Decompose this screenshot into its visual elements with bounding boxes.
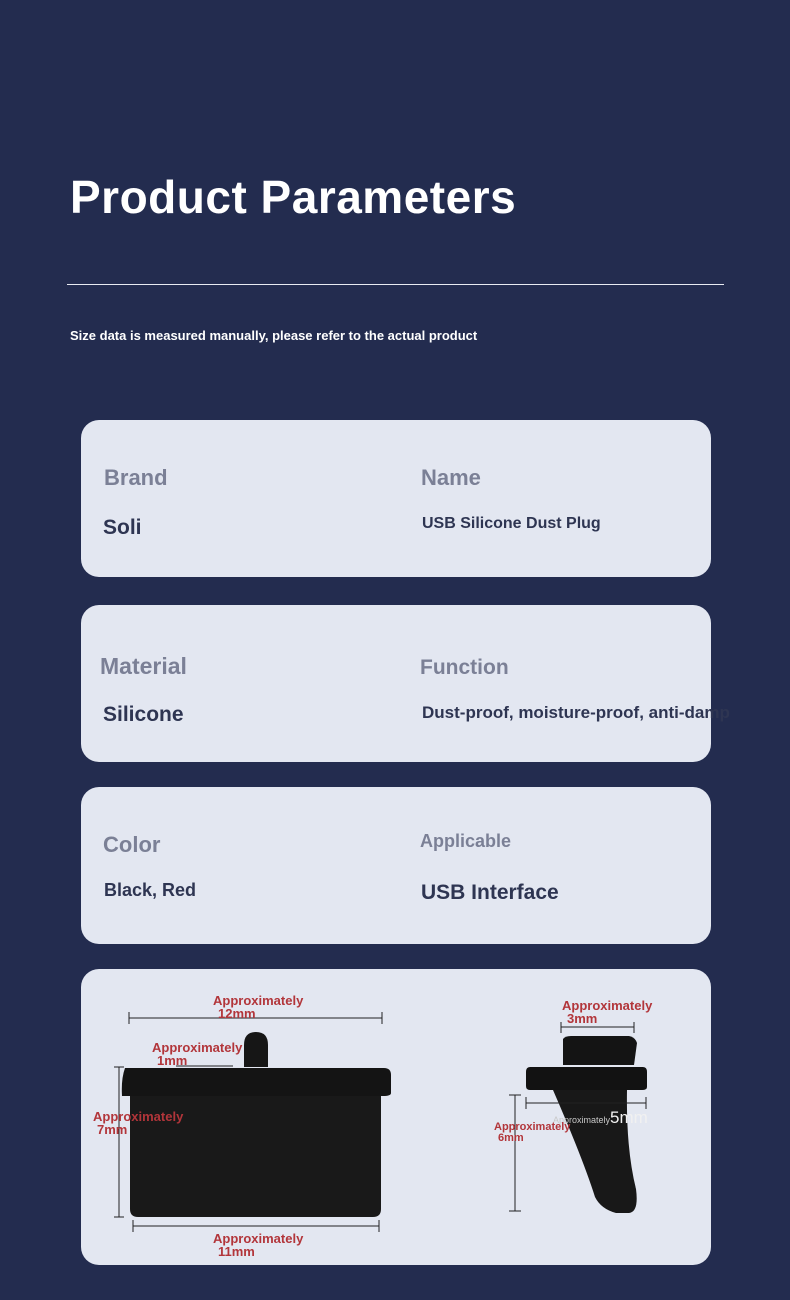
function-label: Function (420, 656, 509, 679)
front-height-label: Approximately 7mm (93, 1109, 184, 1137)
side-flange-label: Approximately5mm (553, 1108, 648, 1127)
param-card-color-applicable (81, 787, 711, 944)
function-value: Dust-proof, moisture-proof, anti-damp (422, 703, 730, 722)
applicable-label: Applicable (420, 831, 512, 851)
header-divider (67, 284, 724, 285)
side-height-label: Approximately 6mm (494, 1121, 571, 1144)
param-card-material-function (81, 605, 730, 762)
top-width-label: Approximately 12mm (213, 993, 304, 1021)
dimension-diagram-card (81, 969, 711, 1265)
page-title: Product Parameters (70, 171, 517, 223)
name-label: Name (421, 465, 481, 490)
color-value: Black, Red (104, 880, 197, 900)
name-value: USB Silicone Dust Plug (422, 515, 601, 532)
material-label: Material (100, 653, 187, 679)
side-top-width-label: Approximately 3mm (562, 998, 653, 1026)
bottom-width-label: Approximately 11mm (213, 1231, 304, 1259)
brand-value: Soli (103, 516, 142, 539)
brand-label: Brand (104, 465, 168, 490)
param-card-brand-name (81, 420, 711, 577)
material-value: Silicone (103, 703, 184, 726)
applicable-value: USB Interface (421, 881, 559, 904)
measurement-note: Size data is measured manually, please refer to the actual product (70, 328, 478, 343)
color-label: Color (103, 832, 161, 857)
tab-height-label: Approximately 1mm (152, 1040, 243, 1068)
